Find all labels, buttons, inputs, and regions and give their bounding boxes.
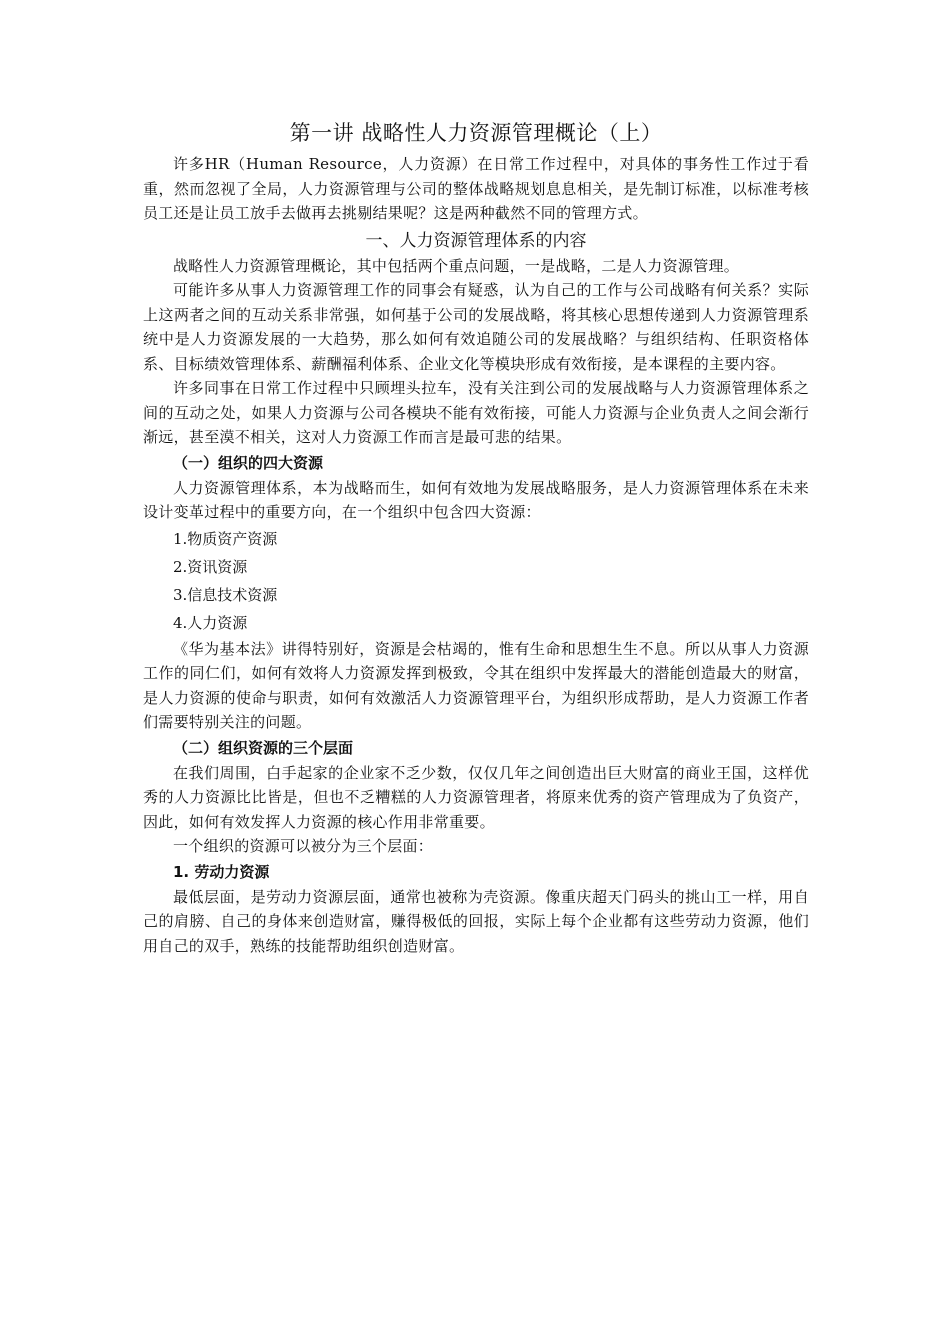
item-heading: 1. 劳动力资源 xyxy=(173,862,270,881)
paragraph: 一个组织的资源可以被分为三个层面： xyxy=(173,837,434,855)
paragraph: 许多同事在日常工作过程中只顾埋头拉车，没有关注到公司的发展战略与人力资源管理体系之间的互动之处，如果人力资源与公司各模块不能有效衔接，可能人力资源与企业负责人之间会渐行渐远，甚至漠不相关，这对人力资源工作而言是最可悲的结果。 xyxy=(143,379,809,446)
document-page xyxy=(143,118,809,958)
paragraph: 最低层面，是劳动力资源层面，通常也被称为壳资源。像重庆超天门码头的挑山工一样，用自己的肩膀、自己的身体来创造财富，赚得极低的回报，实际上每个企业都有这些劳动力资源，他们用自己的双手，熟练的技能帮助组织创造财富。 xyxy=(143,887,809,955)
intro-paragraph: 许多HR（Human Resource，人力资源）在日常工作过程中，对具体的事务性工作过于看重，然而忽视了全局，人力资源管理与公司的整体战略规划息息相关，是先制订标准，以标准考核员工还是让员工放手去做再去挑剔结果呢？这是两种截然不同的管理方式。 xyxy=(143,155,809,222)
section-heading: 一、人力资源管理体系的内容 xyxy=(365,230,587,251)
document-title: 第一讲 战略性人力资源管理概论（上） xyxy=(289,121,663,145)
list-item: 3.信息技术资源 xyxy=(173,585,278,604)
paragraph: 《华为基本法》讲得特别好，资源是会枯竭的，惟有生命和思想生生不息。所以从事人力资源工作的同仁们，如何有效将人力资源发挥到极致，令其在组织中发挥最大的潜能创造最大的财富，是人力资源的使命与职责，如何有效激活人力资源管理平台，为组织形成帮助，是人力资源工作者们需要特别关注的问题。 xyxy=(143,639,809,731)
subsection-heading: （一）组织的四大资源 xyxy=(173,453,324,472)
subsection-heading: （二）组织资源的三个层面 xyxy=(173,738,354,757)
list-item: 2.资讯资源 xyxy=(173,557,248,576)
list-item: 1.物质资产资源 xyxy=(173,529,278,548)
paragraph: 在我们周围，白手起家的企业家不乏少数，仅仅几年之间创造出巨大财富的商业王国，这样优秀的人力资源比比皆是，但也不乏糟糕的人力资源管理者，将原来优秀的资产管理成为了负资产，因此，如何有效发挥人力资源的核心作用非常重要。 xyxy=(143,763,809,831)
paragraph: 人力资源管理体系，本为战略而生，如何有效地为发展战略服务，是人力资源管理体系在未来设计变革过程中的重要方向，在一个组织中包含四大资源： xyxy=(143,478,809,521)
paragraph: 可能许多从事人力资源管理工作的同事会有疑惑，认为自己的工作与公司战略有何关系？实际上这两者之间的互动关系非常强，如何基于公司的发展战略，将其核心思想传递到人力资源管理系统中是人力资源发展的一大趋势，那么如何有效追随公司的发展战略？与组织结构、任职资格体系、目标绩效管理体系、薪酬福利体系、企业文化等模块形成有效衔接，是本课程的主要内容。 xyxy=(143,281,809,373)
paragraph: 战略性人力资源管理概论，其中包括两个重点问题，一是战略，二是人力资源管理。 xyxy=(173,256,740,275)
list-item: 4.人力资源 xyxy=(173,613,248,632)
